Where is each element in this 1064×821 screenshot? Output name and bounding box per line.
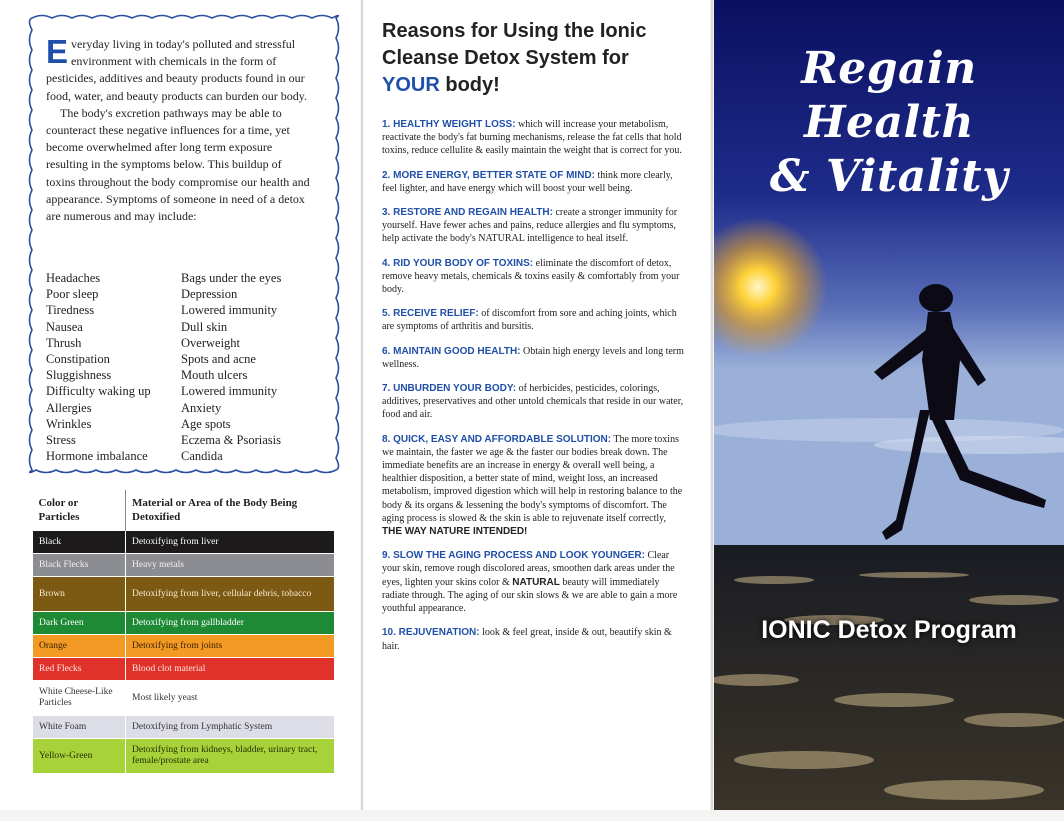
symptom-item: Hormone imbalance [46,449,148,464]
table-row [33,612,335,635]
table-cell-color: Orange [33,635,126,658]
title-line-1: Reasons for Using the Ionic [382,20,647,42]
symptom-item: Stress [46,433,76,448]
table-row [33,658,335,681]
cover-title-line-2: & Vitality [769,151,1009,202]
intro-paragraph-1: veryday living in today's polluted and stressful environment with chemicals in the form of pesticides, additives and beauty products found in our food, water, and beauty products can burden our body. [46,37,307,103]
symptom-item: Tiredness [46,303,95,318]
cover-panel [714,0,1064,810]
symptom-item: Headaches [46,271,101,285]
table-cell-material: Blood clot material [126,658,335,681]
reason-lead: 9. SLOW THE AGING PROCESS AND LOOK YOUNGER: [382,550,645,562]
symptom-item: Sluggishness [46,368,112,383]
reason-text: think more clearly, feel lighter, and have energy which will boost your well being. [382,169,673,194]
symptom-item: Depression [181,287,238,302]
table-row [33,531,335,554]
reason-lead: 1. HEALTHY WEIGHT LOSS: [382,119,516,130]
table-row [33,739,335,774]
reason-text: which will increase your metabolism, reactivate the body's fat burning mechanisms, release the fat cells that hold toxins, reduce cellulite & easily maintain the weight that is correct for you. [382,119,682,157]
table-cell-color: Red Flecks [33,658,126,681]
reasons-title [382,18,702,99]
reason-item [382,433,686,539]
reason-lead: 6. MAINTAIN GOOD HEALTH: [382,345,521,357]
reason-item [382,118,686,158]
symptom-list [46,270,316,464]
reason-text: eliminate the discomfort of detox, remove heavy metals, chemicals & toxins easily & comfortably from your body. [382,257,680,296]
reason-text: The more toxins we maintain, the faster we age & the faster our bodies break down. The immediate benefits are an increase in energy & overall well being, a healthier disposition, a better state of mind, weight loss, an increased metabolism, improved digestion which will help in restoring balance to the body & its organs & lessening the body's symptoms of discomfort. The aging process is slowed & the skin is able to rejuvenate itself correctly, [382,433,683,524]
cover-title [714,42,1064,204]
symptom-item: Bags under the eyes [181,271,282,285]
reason-text: Clear your skin, remove rough discolored areas, smoothen dark areas under the eyes, lighten your skins color & [382,550,675,588]
symptom-item: Overweight [181,335,241,350]
table-header-material: Material or Area of the Body Being Detoxified [126,490,335,531]
table-row [33,554,335,577]
symptom-column-1 [46,270,181,464]
symptom-item: Lowered immunity [181,384,278,399]
table-cell-material: Detoxifying from liver, cellular debris, tobacco [126,577,335,612]
reason-item [382,307,686,333]
reason-bold-mid: NATURAL [512,576,560,588]
intro-paragraph-2: The body's excretion pathways may be able to counteract these negative influences for a time, yet become overwhelmed after long term exposure resulting in the symptoms below. This buildup of toxins throughout the body compromise our health and appearance. Symptoms of someone in need of a detox are numerous and may include: [46,105,310,224]
symptom-item: Age spots [181,416,231,431]
fold-line-right [711,0,713,810]
table-row [33,716,335,739]
reason-item [382,345,686,371]
table-row [33,681,335,716]
symptom-item: Anxiety [181,400,222,415]
table-cell-material: Heavy metals [126,554,335,577]
reasons-list [382,118,686,664]
reason-lead: 3. RESTORE AND REGAIN HEALTH: [382,207,553,219]
cover-title-line-1: Regain Health [801,43,977,148]
reason-item [382,169,686,195]
symptom-item: Nausea [46,319,83,334]
title-line-2: Cleanse Detox System for [382,47,629,69]
detox-color-table [32,490,335,774]
table-cell-color: Brown [33,577,126,612]
title-end: body! [439,74,500,96]
reason-lead: 10. REJUVENATION: [382,627,480,639]
cover-subtitle: IONIC Detox Program [761,616,1017,644]
reason-bold-tail: THE WAY NATURE INTENDED! [382,526,528,538]
reason-item [382,206,686,246]
table-cell-color: Dark Green [33,612,126,635]
symptom-item: Allergies [46,400,92,415]
table-row [33,577,335,612]
reason-lead: 4. RID YOUR BODY OF TOXINS: [382,257,534,269]
reason-item [382,626,686,652]
table-cell-color: White Cheese-Like Particles [33,681,126,716]
table-cell-color: White Foam [33,716,126,739]
symptom-item: Wrinkles [46,416,92,431]
left-panel [0,0,360,810]
reason-lead: 7. UNBURDEN YOUR BODY: [382,383,517,395]
symptom-item: Thrush [46,335,82,350]
symptom-item: Spots and acne [181,352,256,367]
reason-lead: 8. QUICK, EASY AND AFFORDABLE SOLUTION: [382,433,612,445]
table-cell-material: Detoxifying from kidneys, bladder, urinary tract, female/prostate area [126,739,335,774]
drop-cap: E [46,33,69,70]
fold-line-left [361,0,363,810]
symptom-item: Constipation [46,352,110,367]
table-cell-material: Detoxifying from joints [126,635,335,658]
table-cell-material: Detoxifying from gallbladder [126,612,335,635]
reason-item [382,549,686,615]
reason-item [382,382,686,422]
reason-text: look & feel great, inside & out, beautify skin & hair. [382,627,672,652]
symptom-column-2 [181,270,316,464]
table-cell-material: Most likely yeast [126,681,335,716]
symptom-item: Candida [181,449,223,464]
symptom-item: Mouth ulcers [181,368,248,383]
table-cell-material: Detoxifying from liver [126,531,335,554]
reason-item [382,257,686,297]
table-cell-color: Yellow-Green [33,739,126,774]
reason-text: Obtain high energy levels and long term wellness. [382,345,684,370]
symptom-item: Difficulty waking up [46,384,151,399]
table-cell-material: Detoxifying from Lymphatic System [126,716,335,739]
reason-text: of discomfort from sore and aching joints, which are symptoms of arthritis and bursitis. [382,308,677,333]
reason-lead: 2. MORE ENERGY, BETTER STATE OF MIND: [382,169,595,181]
reason-lead: 5. RECEIVE RELIEF: [382,308,479,320]
reason-text: of herbicides, pesticides, colorings, additives, preservatives and other untold chemicals that reside in our water, food and air. [382,383,684,421]
symptom-item: Dull skin [181,319,228,334]
table-cell-color: Black [33,531,126,554]
title-your: YOUR [382,74,440,96]
reason-text: create a stronger immunity for yourself. Have fewer aches and pains, reduce allergies and flu symptoms, help activate the body's NATURAL intelligence to heal itself. [382,207,678,245]
intro-text [46,33,312,225]
table-row [33,635,335,658]
symptom-item: Lowered immunity [181,303,278,318]
table-cell-color: Black Flecks [33,554,126,577]
reason-text-2: beauty will immediately radiate through. The aging of our skin slows & we are able to gain a more youthful appearance. [382,576,678,615]
table-header-color: Color or Particles [38,497,80,523]
symptom-item: Poor sleep [46,287,99,302]
symptom-item: Eczema & Psoriasis [181,433,281,448]
